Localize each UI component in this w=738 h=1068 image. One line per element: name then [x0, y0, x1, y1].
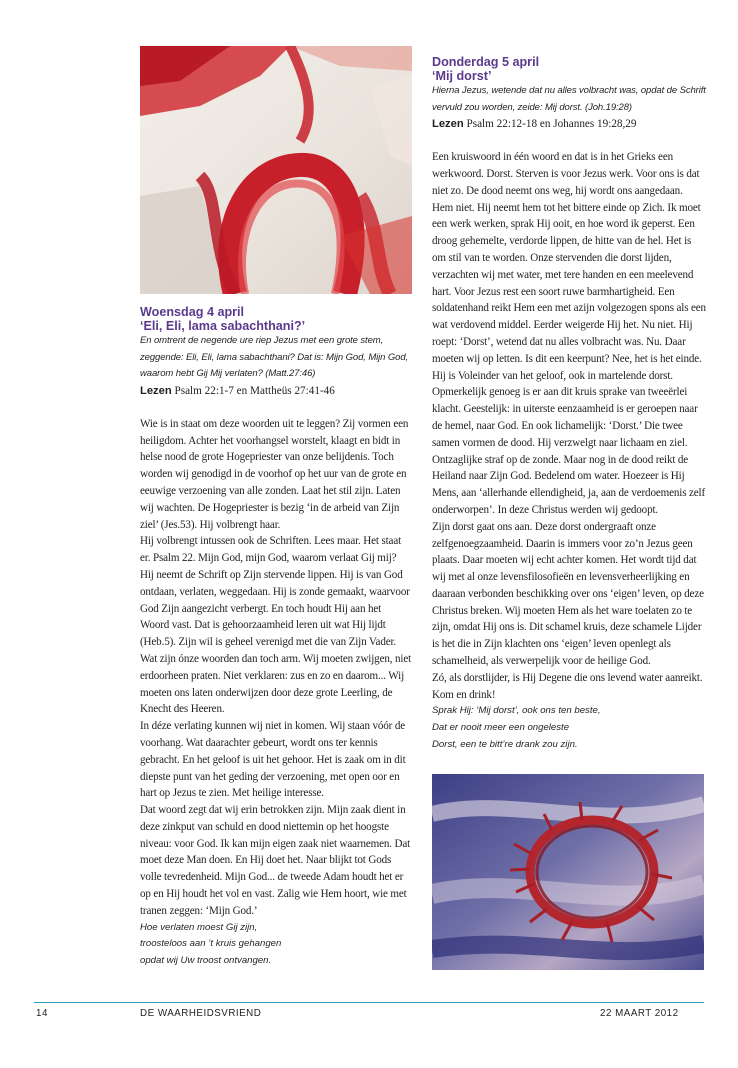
- verse-line: troosteloos aan ’t kruis gehangen: [140, 938, 282, 950]
- verse-line: opdat wij Uw troost ontvangen.: [140, 954, 272, 966]
- paragraph: Wie is in staat om deze woorden uit te leggen? Zij vormen een heiligdom. Achter het voorhangsel worstelt, klaagt en bidt in helse nood de grote Hogepriester van onze belijdenis. Toch worden wij genodigd in de voorhof op het uur van de grote en eeuwige verzoening van alle zonden. Laat het stil zijn. Laten wij wachten. De Hogepriester is bezig ‘in de arbeid van Zijn ziel’ (Jes.53). Hij volbrengt haar.: [140, 417, 409, 531]
- paragraph: Zijn dorst gaat ons aan. Deze dorst ondergraaft onze zelfgenoegzaamheid. Daarin is immers voor zo’n Jezus geen plaats. Daar moeten wij echt achter komen. Het wordt tijd dat wij met al onze levensfilosofieën en levensverheerlijking en daaraan verbonden beschikking over ons ‘eigen’ leven, op deze Christus breken. Wij moeten Hem als het ware toelaten zo te zijn, omdat Hij ons is. Dit schamel kruis, deze schamele Lijder is het die in Zijn klachten ons ‘eigen’ leven openlegt als schamelheid, als verwerpelijk voor de heilige God.: [432, 520, 704, 668]
- intro-quote: Hierna Jezus, wetende dat nu alles volbracht was, opdat de Schrift vervuld zou worden, zeide: Mij dorst. (Joh.19:28): [432, 85, 706, 113]
- reading-reference: [432, 116, 706, 133]
- read-label: Lezen: [140, 384, 172, 397]
- heading-title: ‘Mij dorst’: [432, 68, 492, 83]
- footer-rule: [34, 1002, 704, 1003]
- body-text: [432, 149, 706, 703]
- heading-day: Donderdag 5 april: [432, 55, 540, 69]
- paragraph: Een kruiswoord in één woord en dat is in het Grieks een werkwoord. Dorst. Sterven is voor Jezus werk. Voor ons is dat niet zo. De dood neemt ons weg, hij wordt ons aangedaan. Hem niet. Hij neemt hem tot het bittere einde op Zich. Ik moet een werk werken, sprak Hij ooit, en hoe word ik geperst. Een droog gehemelte, verdorde lippen, de hitte van de hel. Het is om stil van te worden. Onze stervenden die dorst lijden, verzachten wij met water, met tere handen en een meelevend hart. Voor Jezus rest een soort ruwe barmhartigheid. Een soldatenhand reikt Hem een met azijn volgezogen spons als een wat verdovend middel. Eerder weigerde Hij het. Nu niet. Hij roept: ‘Dorst’, wetend dat nu alles volbracht was. Nu. Daar moeten wij op letten. Is dit een keerpunt? Nee, het is het einde. Hij is Voleinder van het geloof, ook in martelende dorst.: [432, 151, 706, 382]
- paragraph: Wat zijn ónze woorden dan toch arm. Wij moeten zwijgen, niet erdoorheen praten. Niet verklaren: zus en zo en daarom... Wij moeten ons laten onderwijzen door deze grote Leerling, de Knecht des Heeren.: [140, 652, 412, 716]
- paragraph: In déze verlating kunnen wij niet in komen. Wij staan vóór de voorhang. Wat daarachter gebeurt, wordt ons ter kennis gebracht. En het geloof is uit het gehoor. Het is zaak om in dit diepste punt van het geding der verzoening, met open oor en hart op Jezus te zien. Met heilige interesse.: [140, 720, 406, 800]
- red-abstract-painting: [140, 46, 412, 294]
- intro-quote: En omtrent de negende ure riep Jezus met een grote stem, zeggende: Eli, Eli, lama sabachthani? Dat is: Mijn God, Mijn God, waarom hebt Gij Mij verlaten? (Matt.27:46): [140, 335, 409, 380]
- crown-painting-image: [432, 774, 704, 970]
- left-column: [140, 46, 412, 969]
- read-text: Psalm 22:12-18 en Johannes 19:28,29: [463, 118, 637, 131]
- body-text: [140, 416, 412, 920]
- right-column: [432, 56, 706, 970]
- verse-line: Dorst, een te bitt’re drank zou zijn.: [432, 738, 578, 750]
- paragraph: Zó, als dorstlijder, is Hij Degene die ons levend water aanreikt. Kom en drink!: [432, 671, 703, 701]
- heading-day: Woensdag 4 april: [140, 305, 245, 319]
- paragraph: Opmerkelijk genoeg is er aan dit kruis sprake van tweeërlei klacht. Geestelijk: in uiterste eenzaamheid is er geroepen naar de hemel, naar God. En ook lichamelijk: ‘Dorst.’ Die twee samen vormen de dood. Hij verzwelgt naar lichaam en ziel. Ontzaglijke straf op de zonde. Maar nog in de dood reikt de Heiland naar Zijn God. Bedelend om water. Hoezeer is Hij Mens, aan ‘allerhande ellendigheid, ja, aan de verdoemenis zelf onderworpen’. In deze Christus werden wij gedoopt.: [432, 386, 706, 516]
- verse-line: Dat er nooit meer een ongeleste: [432, 722, 570, 734]
- verse: [140, 920, 412, 970]
- read-text: Psalm 22:1-7 en Mattheüs 27:41-46: [171, 384, 335, 397]
- verse-line: Hoe verlaten moest Gij zijn,: [140, 921, 258, 933]
- paragraph: Hij volbrengt intussen ook de Schriften. Lees maar. Het staat er. Psalm 22. Mijn God, mijn God, waarom verlaat Gij mij? Hij neemt de Schrift op Zijn stervende lippen. Hij is van God ontdaan, verlaten, weggedaan. Hij is zonde gemaakt, waarvoor God Zijn aangezicht verbergt. En toch houdt Hij aan het Woord vast. Dat is gehoorzaamheid leren uit wat Hij lijdt (Heb.5). Zijn wil is geheel verenigd met die van Zijn Vader.: [140, 535, 410, 649]
- red-painting-image: [140, 46, 412, 294]
- read-label: Lezen: [432, 118, 464, 131]
- heading-title: ‘Eli, Eli, lama sabachthani?’: [140, 318, 306, 333]
- issue-date: 22 MAART 2012: [600, 1008, 679, 1019]
- reading-reference: [140, 383, 412, 400]
- magazine-name: DE WAARHEIDSVRIEND: [140, 1008, 262, 1019]
- paragraph: Dat woord zegt dat wij erin betrokken zijn. Mijn zaak dient in deze zinkput van schuld en dood niettemin op het hoogste niveau: voor God. Ik kan mijn eigen zaak niet waarnemen. Dat moet deze Man doen. En Hij doet het. Naar blijkt tot Gods volle tevredenheid. Mijn God... de tweede Adam houdt het er op en Hij houdt het vol en vast. Zalig wie Hem hoort, wie met tranen zeggen: ‘Mijn God.’: [140, 804, 411, 917]
- crown-of-thorns-painting: [432, 774, 704, 970]
- verse: [432, 703, 706, 753]
- page-number: 14: [36, 1008, 48, 1019]
- verse-line: Sprak Hij: ‘Mij dorst’, ook ons ten beste,: [432, 705, 601, 717]
